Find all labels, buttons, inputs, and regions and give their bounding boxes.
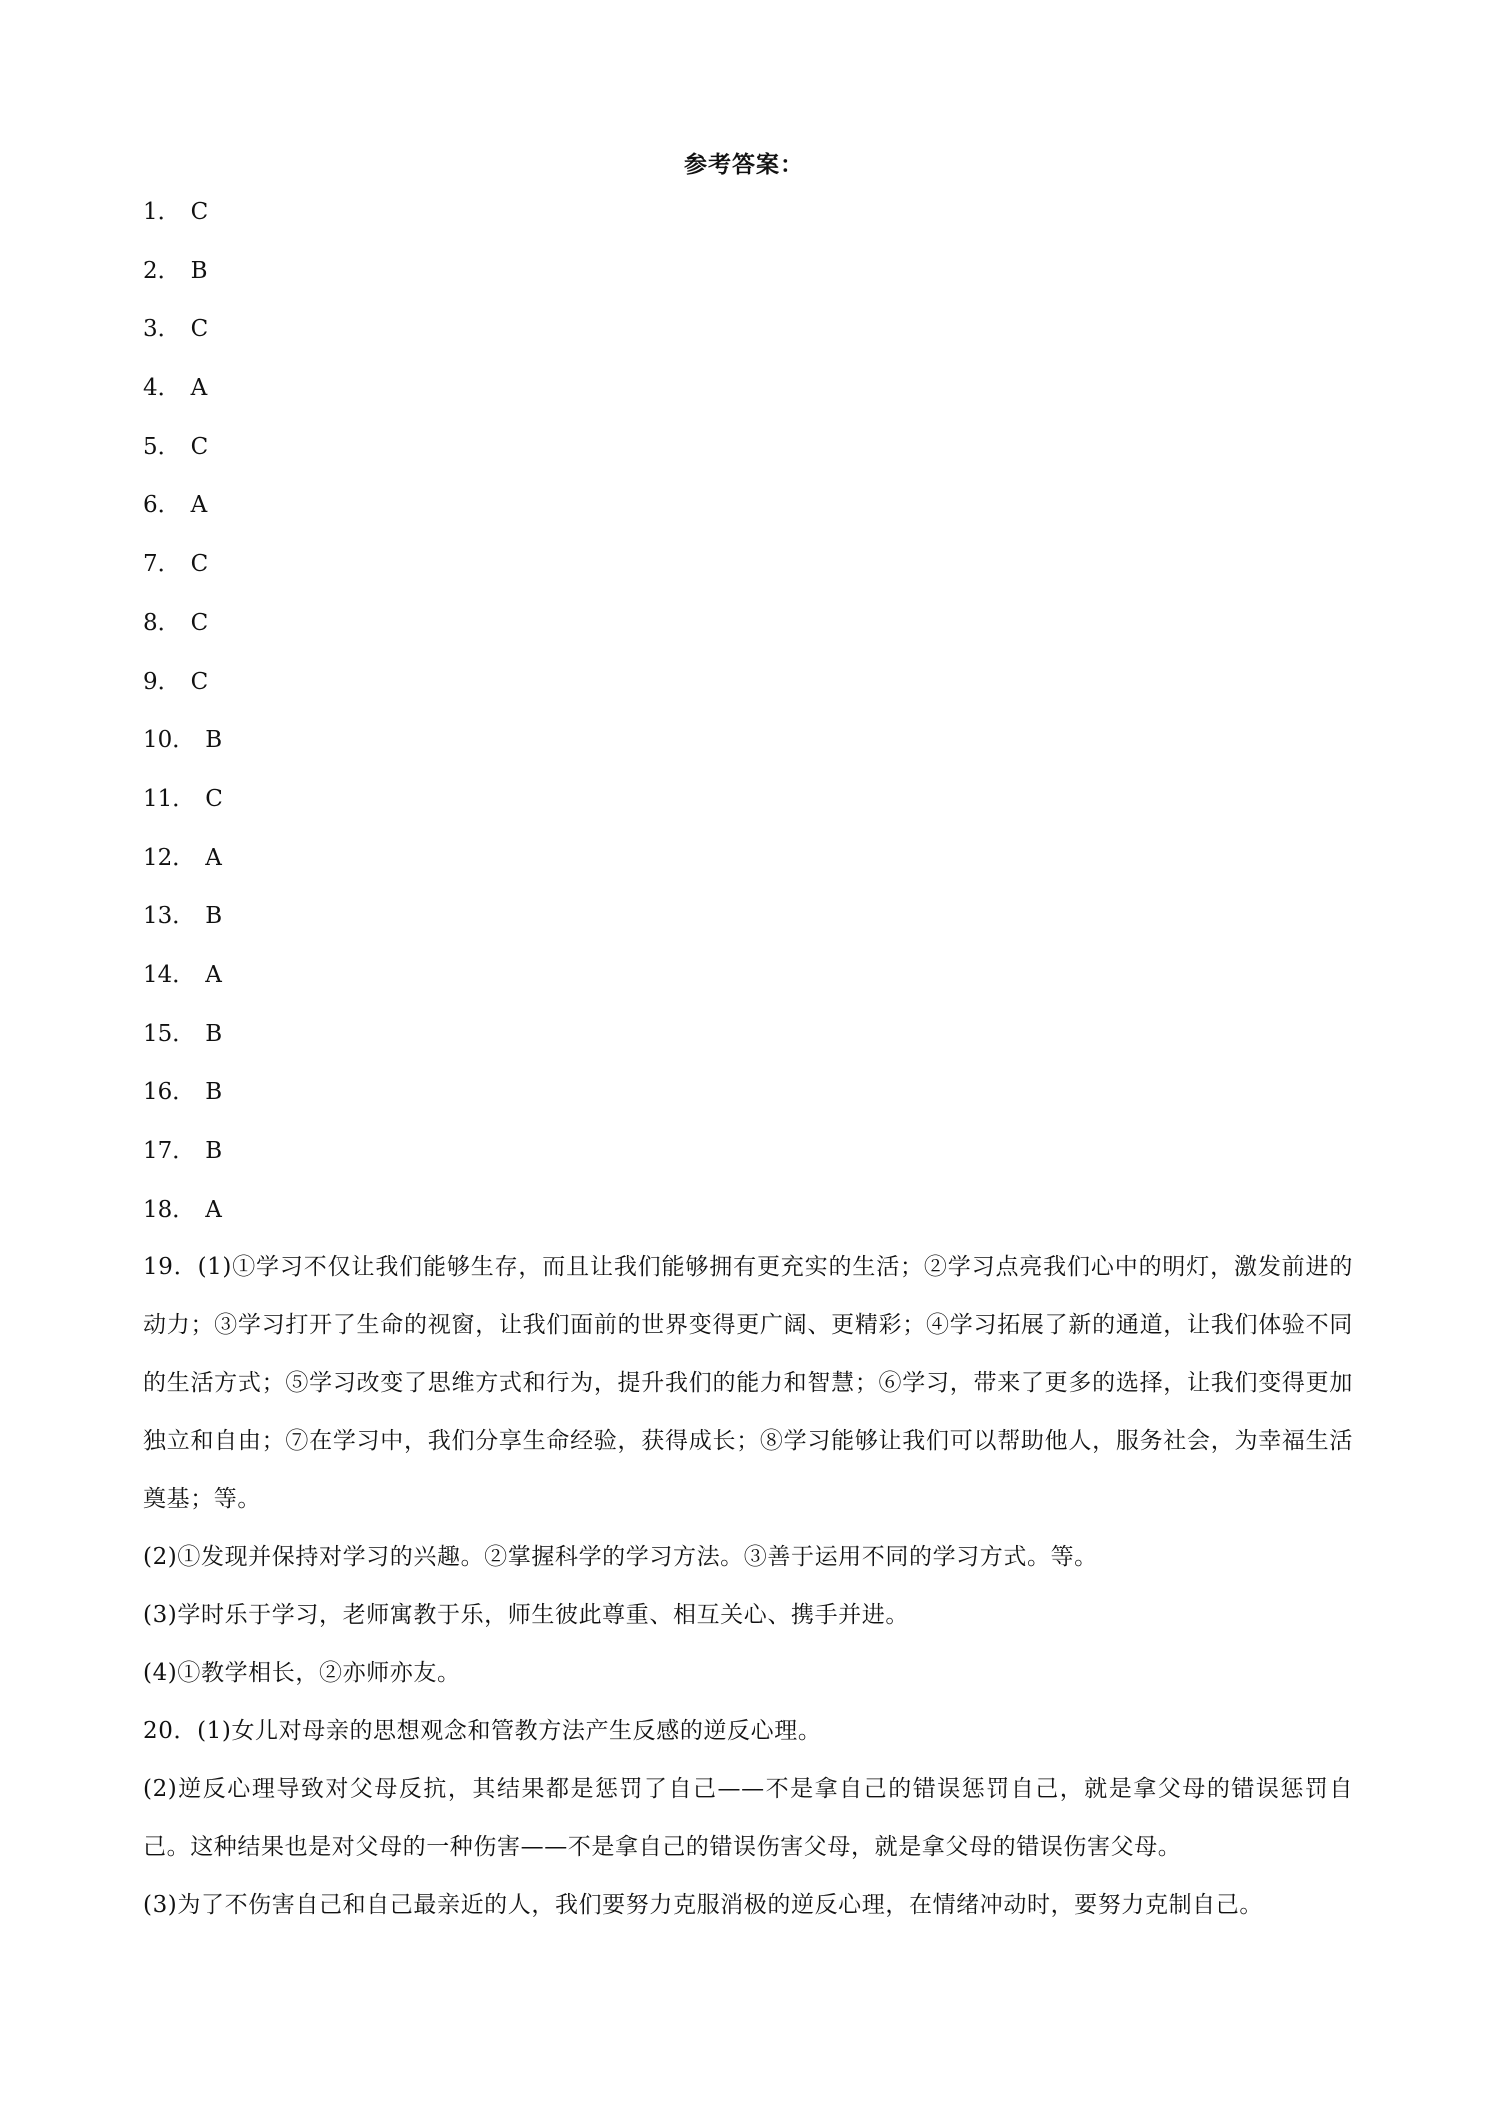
answer-number: 12． xyxy=(143,844,196,871)
answer-choice: B xyxy=(205,727,223,754)
answer-number: 5． xyxy=(143,433,181,460)
answer-number: 2． xyxy=(143,257,181,284)
answer-item xyxy=(143,606,1353,665)
page-title: 参考答案： xyxy=(684,152,804,178)
q19-part2: (2)①发现并保持对学习的兴趣。②掌握科学的学习方法。③善于运用不同的学习方式。等。 xyxy=(143,1544,1098,1570)
answer-number: 4． xyxy=(143,375,181,402)
answer-choice: B xyxy=(205,903,223,930)
answer-choice: A xyxy=(205,1196,222,1223)
answer-item xyxy=(143,1075,1353,1134)
answer-item xyxy=(143,547,1353,606)
answer-item xyxy=(143,371,1353,430)
answer-number: 7． xyxy=(143,551,181,578)
answer-choice: C xyxy=(190,433,209,460)
answer-choice: C xyxy=(190,316,209,343)
answer-item xyxy=(143,312,1353,371)
answer-item xyxy=(143,195,1353,254)
answer-number: 14． xyxy=(143,961,196,988)
answer-number: 18． xyxy=(143,1196,196,1223)
q19-part3: (3)学时乐于学习，老师寓教于乐，师生彼此尊重、相互关心、携手并进。 xyxy=(143,1602,909,1628)
q19-part4: (4)①教学相长，②亦师亦友。 xyxy=(143,1660,461,1686)
answer-list xyxy=(143,195,1353,1251)
answer-choice: B xyxy=(190,257,208,284)
answer-item xyxy=(143,899,1353,958)
answer-choice: B xyxy=(205,1138,223,1164)
answer-choice: A xyxy=(205,961,222,988)
answer-choice: C xyxy=(190,551,209,578)
q20-part1: 20．(1)女儿对母亲的思想观念和管教方法产生反感的逆反心理。 xyxy=(143,1718,822,1744)
answer-choice: C xyxy=(190,668,209,695)
answer-item xyxy=(143,430,1353,489)
q20-part3: (3)为了不伤害自己和自己最亲近的人，我们要努力克服消极的逆反心理，在情绪冲动时，要努力克制自己。 xyxy=(143,1892,1263,1918)
answer-choice: B xyxy=(205,1020,223,1047)
answer-item xyxy=(143,1017,1353,1076)
answer-choice: A xyxy=(205,844,222,871)
answer-number: 9． xyxy=(143,668,181,695)
answer-choice: B xyxy=(205,1079,223,1106)
answer-choice: A xyxy=(190,492,208,519)
answer-item xyxy=(143,723,1353,782)
essay-answers xyxy=(143,1238,1353,1934)
answer-number: 17． xyxy=(143,1138,196,1164)
answer-item xyxy=(143,665,1353,724)
answer-number: 16． xyxy=(143,1079,196,1106)
answer-item xyxy=(143,958,1353,1017)
answer-item xyxy=(143,254,1353,313)
q20-part2: (2)逆反心理导致对父母反抗，其结果都是惩罚了自己——不是拿自己的错误惩罚自己，就是拿父母的错误惩罚自己。这种结果也是对父母的一种伤害——不是拿自己的错误伤害父母，就是拿父母的错误伤害父母。 xyxy=(143,1776,1353,1860)
answer-number: 15． xyxy=(143,1020,196,1047)
answer-number: 8． xyxy=(143,609,181,636)
q19-part1: 19．(1)①学习不仅让我们能够生存，而且让我们能够拥有更充实的生活；②学习点亮我们心中的明灯，激发前进的动力；③学习打开了生命的视窗，让我们面前的世界变得更广阔、更精彩；④学习拓展了新的通道，让我们体验不同的生活方式；⑤学习改变了思维方式和行为，提升我们的能力和智慧；⑥学习，带来了更多的选择，让我们变得更加独立和自由；⑦在学习中，我们分享生命经验，获得成长；⑧学习能够让我们可以帮助他人，服务社会，为幸福生活奠基；等。 xyxy=(143,1254,1353,1512)
answer-number: 3． xyxy=(143,316,181,343)
answer-choice: C xyxy=(190,609,209,636)
answer-choice: A xyxy=(190,375,208,402)
answer-number: 6． xyxy=(143,492,181,519)
answer-number: 1． xyxy=(143,199,181,225)
answer-number: 11． xyxy=(143,785,196,812)
answer-item xyxy=(143,782,1353,841)
answer-item xyxy=(143,841,1353,900)
answer-number: 13． xyxy=(143,903,196,930)
answer-choice: C xyxy=(190,199,209,225)
answer-choice: C xyxy=(205,785,223,812)
answer-item xyxy=(143,1134,1353,1193)
answer-number: 10． xyxy=(143,727,196,754)
answer-item xyxy=(143,488,1353,547)
